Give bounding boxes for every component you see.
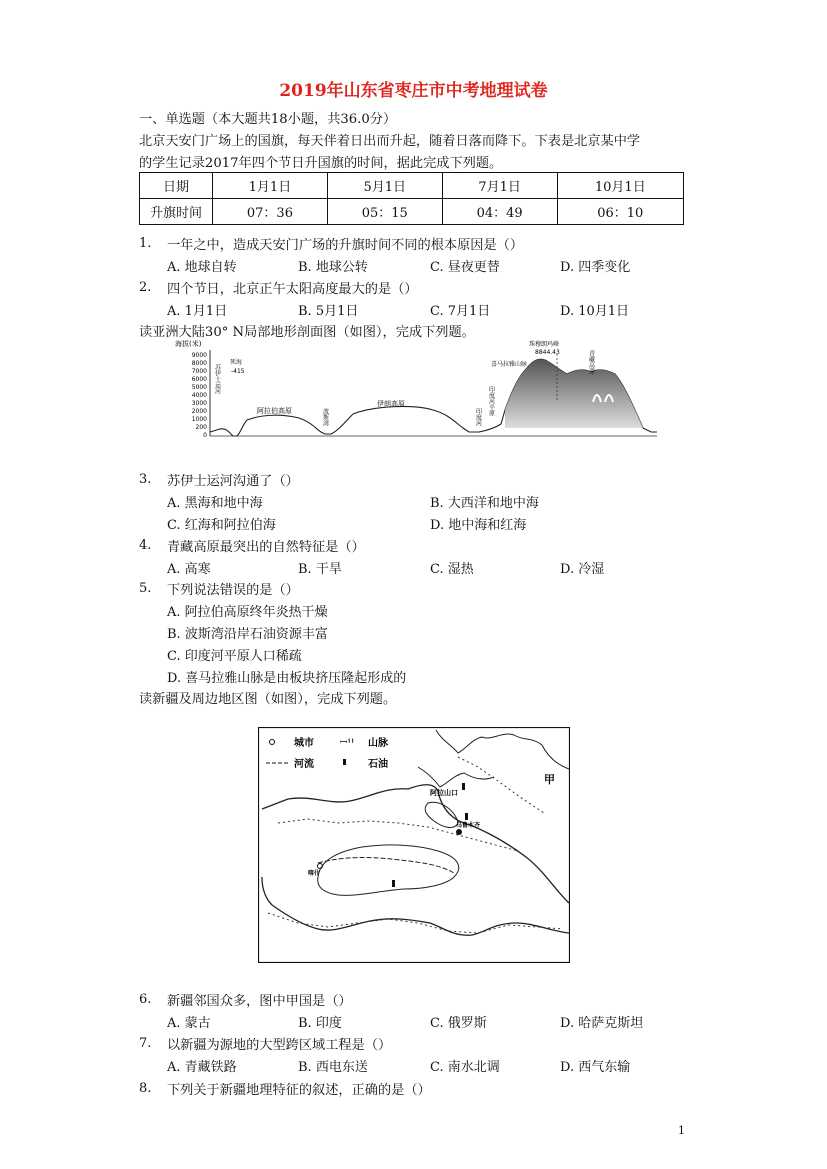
question-number: 4. [139,538,152,553]
option-a[interactable]: A. 高寒 [167,562,211,577]
option-a[interactable]: A. 1月1日 [167,304,228,319]
terrain-profile-figure [173,340,660,440]
oil-legend-icon [343,759,346,765]
question-number: 6. [139,992,152,1007]
page-number: 1 [678,1124,685,1137]
intro-text-line1: 北京天安门广场上的国旗，每天伴着日出而升起，随着日落而降下。下表是北京某中学 [139,134,641,149]
label-everest-height: 8844.43 [535,349,560,356]
question-number: 2. [139,280,152,295]
legend-oil: 石油 [368,759,388,770]
option-c[interactable]: C. 俄罗斯 [430,1016,487,1031]
label-dead-sea-depth: -415 [231,368,245,375]
option-a[interactable]: A. 地球自转 [167,260,237,275]
y-axis-ticks [192,352,207,439]
option-d[interactable]: D. 西气东输 [560,1060,631,1075]
city-icon [456,829,462,835]
label-kashgar: 喀什 [308,870,321,877]
question-number: 3. [139,472,152,487]
table-cell: 升旗时间 [140,199,213,225]
option-b[interactable]: B. 波斯湾沿岸石油资源丰富 [167,627,328,642]
label-iran: 伊朗高原 [377,400,405,408]
y-tick: 6000 [191,376,207,383]
label-tibet: 青藏高原 [587,350,595,374]
table-cell: 07：36 [213,199,328,225]
label-dead-sea: 死海 [230,359,243,366]
y-tick: 2000 [191,408,207,415]
option-d[interactable]: D. 10月1日 [560,304,630,319]
question-text: 苏伊士运河沟通了（） [167,474,299,489]
question-number: 7. [139,1036,152,1051]
flag-time-table [139,172,684,225]
label-indus-plain: 印度河平原 [487,386,495,416]
option-d[interactable]: D. 地中海和红海 [430,518,527,533]
option-b[interactable]: B. 地球公转 [298,260,368,275]
label-everest: 珠穆朗玛峰 [529,341,560,348]
table-row [140,199,684,225]
option-d[interactable]: D. 哈萨克斯坦 [560,1016,644,1031]
table-cell: 05：15 [327,199,442,225]
legend-river: 河流 [294,759,314,770]
option-a[interactable]: A. 蒙古 [167,1016,211,1031]
option-a[interactable]: A. 阿拉伯高原终年炎热干燥 [167,605,328,620]
option-b[interactable]: B. 5月1日 [298,304,359,319]
option-a[interactable]: A. 青藏铁路 [167,1060,237,1075]
option-c[interactable]: C. 昼夜更替 [430,260,500,275]
y-tick: 9000 [191,352,207,359]
label-arabia: 阿拉伯高原 [257,407,292,415]
option-c[interactable]: C. 南水北调 [430,1060,500,1075]
option-b[interactable]: B. 大西洋和地中海 [430,496,539,511]
section-heading: 一、单选题（本大题共18小题，共36.0分） [139,112,397,127]
question-number: 8. [139,1081,152,1096]
option-a[interactable]: A. 黑海和地中海 [167,496,263,511]
y-axis-label: 海拔(米) [175,340,202,348]
table-row [140,173,684,199]
intro-text-map: 读新疆及周边地区图（如图），完成下列题。 [139,692,397,707]
question-text: 下列说法错误的是（） [167,583,299,598]
y-tick: 8000 [191,360,207,367]
table-cell: 04：49 [442,199,557,225]
question-text: 新疆邻国众多，图中甲国是（） [167,994,352,1009]
label-himalaya: 喜马拉雅山脉 [491,361,528,368]
question-text: 以新疆为源地的大型跨区域工程是（） [167,1038,392,1053]
question-number: 5. [139,581,152,596]
option-b[interactable]: B. 印度 [298,1016,342,1031]
option-c[interactable]: C. 印度河平原人口稀疏 [167,649,302,664]
intro-text-line2: 的学生记录2017年四个节日升国旗的时间，据此完成下列题。 [139,156,503,171]
label-jia: 甲 [544,773,555,786]
mountain-legend-icon: ꟷꞋꞋ [340,738,355,748]
table-cell: 日期 [140,173,213,199]
option-c[interactable]: C. 湿热 [430,562,474,577]
question-text: 下列关于新疆地理特征的叙述，正确的是（） [167,1083,431,1098]
table-cell: 06：10 [557,199,683,225]
option-d[interactable]: D. 冷湿 [560,562,605,577]
oil-icon [462,783,465,790]
option-b[interactable]: B. 西电东送 [298,1060,368,1075]
option-c[interactable]: C. 7月1日 [430,304,491,319]
y-tick: 0 [203,432,207,439]
oil-icon [465,813,468,820]
legend-mountain: 山脉 [368,738,388,749]
table-cell: 1月1日 [213,173,328,199]
label-suez: 苏伊士运河 [213,364,221,394]
legend-city: 城市 [294,738,314,749]
y-tick: 7000 [191,368,207,375]
table-cell: 10月1日 [557,173,683,199]
table-cell: 7月1日 [442,173,557,199]
option-b[interactable]: B. 干旱 [298,562,342,577]
label-indus-river: 印度河 [474,408,482,426]
intro-text-profile: 读亚洲大陆30° N局部地形剖面图（如图），完成下列题。 [139,325,475,340]
question-text: 青藏高原最突出的自然特征是（） [167,540,365,555]
table-cell: 5月1日 [327,173,442,199]
y-tick: 1000 [191,416,207,423]
y-tick: 5000 [191,384,207,391]
option-d[interactable]: D. 喜马拉雅山脉是由板块挤压隆起形成的 [167,671,407,686]
question-text: 一年之中，造成天安门广场的升旗时间不同的根本原因是（） [167,238,524,253]
option-d[interactable]: D. 四季变化 [560,260,631,275]
label-persian-gulf: 波斯湾 [321,408,329,426]
option-c[interactable]: C. 红海和阿拉伯海 [167,518,276,533]
y-tick: 200 [195,424,207,431]
label-urumqi: 乌鲁木齐 [456,822,481,829]
page-title: 2019年山东省枣庄市中考地理试卷 [279,81,548,101]
oil-icon [392,880,395,887]
xinjiang-map-figure [258,727,570,963]
question-text: 四个节日，北京正午太阳高度最大的是（） [167,282,418,297]
plateau-shading [505,359,643,428]
y-tick: 4000 [191,392,207,399]
label-alashankou: 阿拉山口 [430,789,458,797]
question-number: 1. [139,236,152,251]
y-tick: 3000 [191,400,207,407]
